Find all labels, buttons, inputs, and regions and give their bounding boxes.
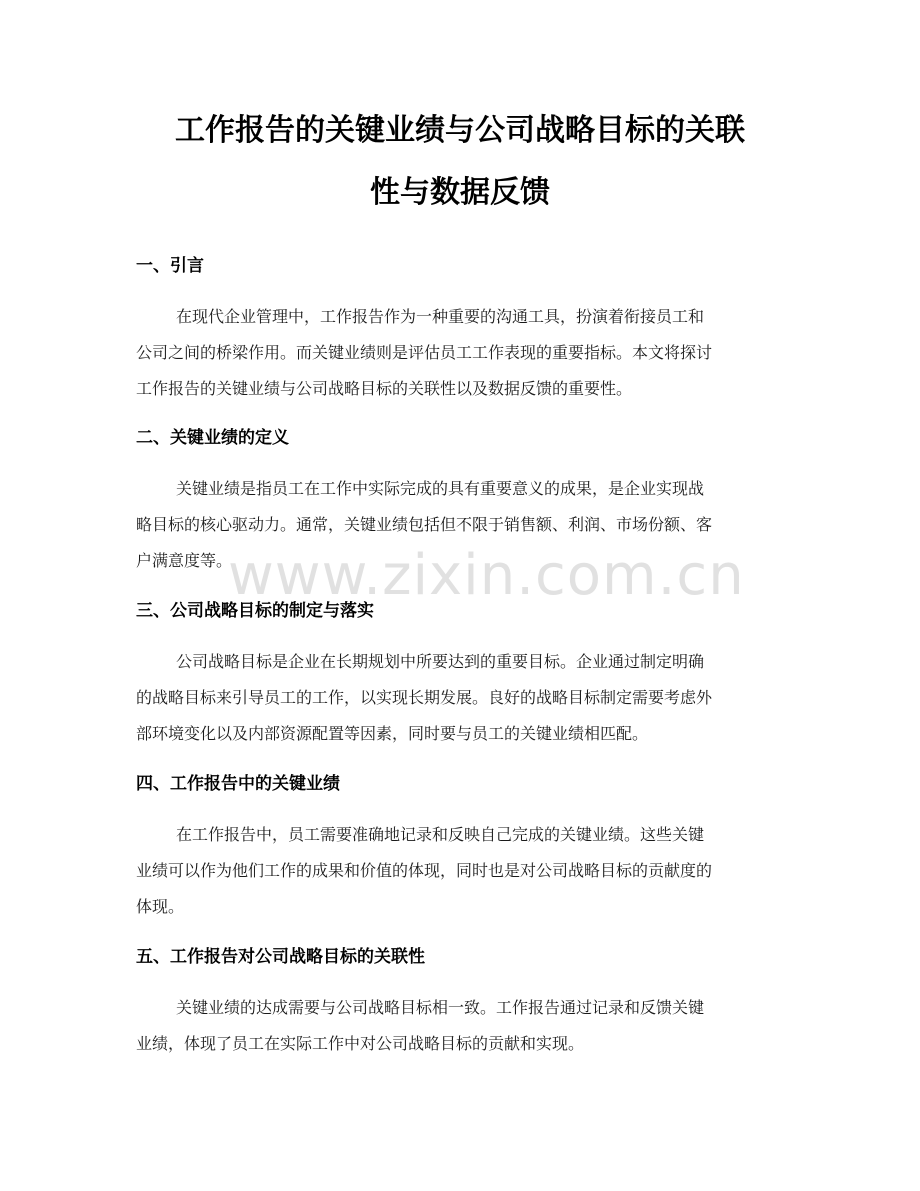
paragraph-line: 的战略目标来引导员工的工作，以实现长期发展。良好的战略目标制定需要考虑外 (136, 688, 713, 707)
document-title-line-2: 性与数据反馈 (370, 175, 550, 210)
section-heading-intro: 一、引言 (136, 256, 204, 276)
paragraph-line: 体现。 (136, 897, 185, 916)
paragraph-line: 在工作报告中，员工需要准确地记录和反映自己完成的关键业绩。这些关键 (176, 825, 705, 844)
section-heading-report-performance: 四、工作报告中的关键业绩 (136, 774, 340, 794)
paragraph-line: 略目标的核心驱动力。通常，关键业绩包括但不限于销售额、利润、市场份额、客 (136, 515, 713, 534)
paragraph-line: 公司之间的桥梁作用。而关键业绩则是评估员工工作表现的重要指标。本文将探讨 (136, 343, 713, 362)
paragraph-line: 业绩，体现了员工在实际工作中对公司战略目标的贡献和实现。 (136, 1034, 585, 1053)
paragraph-line: 部环境变化以及内部资源配置等因素，同时要与员工的关键业绩相匹配。 (136, 724, 649, 743)
section-heading-relevance: 五、工作报告对公司战略目标的关联性 (136, 947, 425, 967)
document-title-line-1: 工作报告的关键业绩与公司战略目标的关联 (175, 113, 745, 148)
paragraph-line: 关键业绩的达成需要与公司战略目标相一致。工作报告通过记录和反馈关键 (176, 998, 705, 1017)
paragraph-line: 业绩可以作为他们工作的成果和价值的体现，同时也是对公司战略目标的贡献度的 (136, 861, 713, 880)
paragraph-line: 户满意度等。 (136, 551, 233, 570)
paragraph-line: 公司战略目标是企业在长期规划中所要达到的重要目标。企业通过制定明确 (176, 652, 705, 671)
section-heading-definition: 二、关键业绩的定义 (136, 428, 289, 448)
paragraph-line: 关键业绩是指员工在工作中实际完成的具有重要意义的成果，是企业实现战 (176, 479, 705, 498)
paragraph-line: 在现代企业管理中，工作报告作为一种重要的沟通工具，扮演着衔接员工和 (176, 307, 705, 326)
section-heading-strategy: 三、公司战略目标的制定与落实 (136, 601, 374, 621)
watermark-text: www.zixin.com.cn (228, 543, 745, 608)
paragraph-line: 工作报告的关键业绩与公司战略目标的关联性以及数据反馈的重要性。 (136, 379, 633, 398)
